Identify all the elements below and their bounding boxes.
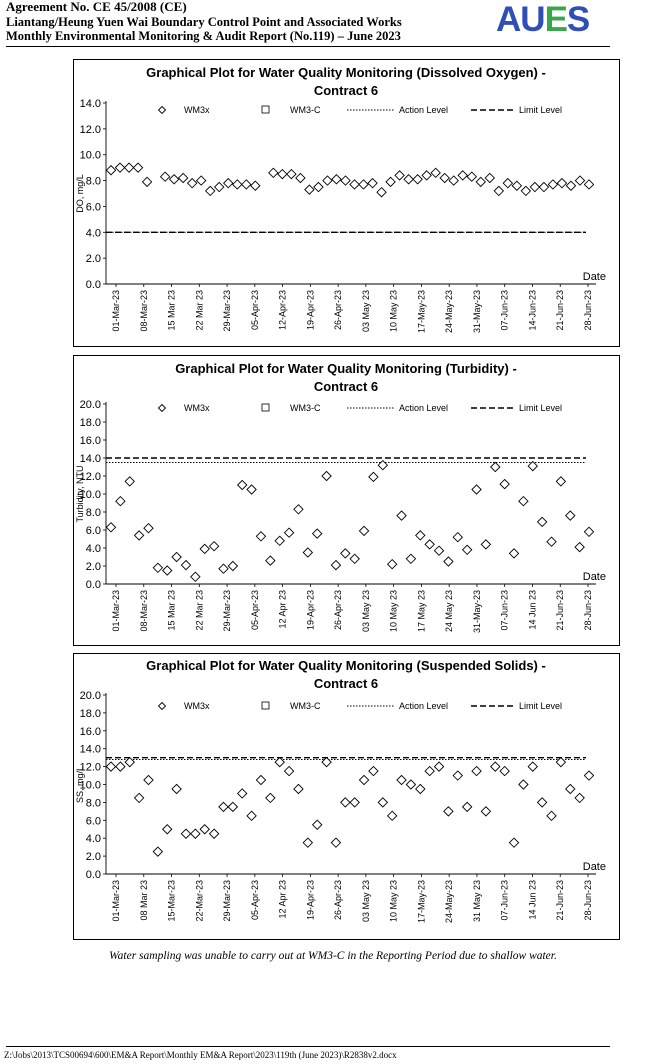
data-point-wm3x (519, 780, 528, 789)
legend-label-wm3x: WM3x (184, 105, 210, 115)
y-tick-label: 6.0 (85, 815, 101, 828)
x-tick-label: 01-Mar-23 (111, 290, 121, 332)
x-tick-label: 01-Mar-23 (111, 880, 121, 922)
y-tick-label: 0.0 (85, 869, 101, 881)
data-point-wm3x (378, 461, 387, 470)
data-point-wm3x (397, 511, 406, 520)
data-point-wm3x (287, 170, 296, 179)
data-point-wm3x (266, 556, 275, 565)
x-tick-label: 12 Apr 23 (277, 590, 288, 629)
data-point-wm3x (303, 548, 312, 557)
data-point-wm3x (434, 546, 443, 555)
data-point-wm3x (133, 163, 142, 172)
sampling-note: Water sampling was unable to carry out at WM3-C in the Reporting Period due to shallow water. (109, 950, 557, 962)
x-axis-label: Date (582, 571, 606, 583)
y-tick-label: 8.0 (85, 507, 101, 519)
legend-marker-wm3c (262, 106, 269, 113)
data-point-wm3x (135, 531, 144, 540)
y-tick-label: 12.0 (79, 761, 101, 774)
legend-marker-wm3x (159, 107, 166, 114)
data-point-wm3x (153, 847, 162, 856)
y-tick-label: 12.0 (79, 471, 101, 483)
data-point-wm3x (341, 798, 350, 807)
x-tick-label: 24-May-23 (444, 290, 455, 334)
legend-marker-wm3c (262, 404, 269, 411)
report-header (6, 0, 436, 44)
data-point-wm3x (467, 172, 476, 181)
x-tick-label: 21-Jun-23 (555, 290, 566, 331)
legend-label-action: Action Level (399, 403, 449, 413)
x-tick-label: 22-Mar-23 (194, 880, 205, 922)
y-tick-label: 10.0 (79, 779, 101, 792)
data-point-wm3x (115, 163, 124, 172)
data-point-wm3x (584, 180, 593, 189)
data-point-wm3x (200, 544, 209, 553)
data-point-wm3x (476, 177, 485, 186)
y-tick-label: 2.0 (85, 851, 101, 864)
data-point-wm3x (224, 179, 233, 188)
data-point-wm3x (247, 485, 256, 494)
data-point-wm3x (256, 532, 265, 541)
y-tick-label: 2.0 (85, 253, 101, 266)
x-tick-label: 03 May 23 (360, 880, 371, 923)
y-tick-label: 0.0 (85, 279, 101, 291)
x-axis-label: Date (582, 861, 606, 873)
data-point-wm3x (322, 758, 331, 767)
data-point-wm3x (313, 529, 322, 538)
data-point-wm3x (359, 775, 368, 784)
data-point-wm3x (440, 173, 449, 182)
data-point-wm3x (350, 180, 359, 189)
y-tick-label: 8.0 (85, 797, 101, 810)
data-point-wm3x (233, 180, 242, 189)
logo-letter: E (544, 0, 567, 39)
data-point-wm3x (431, 168, 440, 177)
x-tick-label: 05-Apr-23 (249, 880, 260, 921)
x-tick-label: 08-Mar-23 (138, 290, 149, 332)
logo-letter: A (496, 0, 521, 39)
data-point-wm3x (503, 179, 512, 188)
legend-label-limit: Limit Level (519, 701, 563, 711)
data-point-wm3x (238, 480, 247, 489)
data-point-wm3x (444, 557, 453, 566)
chart-title-line2: Contract 6 (313, 83, 379, 98)
legend-label-action: Action Level (399, 701, 449, 711)
chart-title-line2: Contract 6 (313, 676, 379, 691)
footer-rule (6, 1046, 610, 1047)
y-tick-label: 4.0 (85, 543, 101, 555)
data-point-wm3x (219, 564, 228, 573)
data-point-wm3x (425, 540, 434, 549)
data-point-wm3x (181, 829, 190, 838)
data-point-wm3x (144, 775, 153, 784)
data-point-wm3x (331, 838, 340, 847)
x-tick-label: 17-May-23 (416, 290, 427, 334)
data-point-wm3x (181, 561, 190, 570)
x-tick-label: 29-Mar-23 (222, 290, 233, 332)
data-point-wm3x (161, 172, 170, 181)
data-point-wm3x (294, 784, 303, 793)
data-point-wm3x (386, 177, 395, 186)
data-point-wm3x (116, 762, 125, 771)
header-rule (6, 46, 610, 47)
data-point-wm3x (491, 762, 500, 771)
x-tick-label: 12-Apr-23 (277, 290, 288, 331)
chart-panel-ss (73, 653, 620, 940)
data-point-wm3x (124, 163, 133, 172)
data-point-wm3x (359, 180, 368, 189)
data-point-wm3x (322, 471, 331, 480)
data-point-wm3x (521, 186, 530, 195)
data-point-wm3x (188, 179, 197, 188)
chart-dissolved-oxygen (74, 60, 619, 346)
x-tick-label: 28-Jun-23 (583, 590, 593, 631)
data-point-wm3x (472, 766, 481, 775)
x-tick-label: 31-May-23 (471, 290, 482, 334)
x-tick-label: 07-Jun-23 (499, 590, 510, 631)
data-point-wm3x (453, 771, 462, 780)
data-point-wm3x (163, 566, 172, 575)
data-point-wm3x (444, 807, 453, 816)
x-tick-label: 22 Mar 23 (194, 290, 205, 331)
x-tick-label: 17 May 23 (416, 590, 427, 633)
y-tick-label: 4.0 (85, 833, 101, 846)
data-point-wm3x (378, 798, 387, 807)
aues-logo (496, 2, 589, 38)
data-point-wm3x (153, 563, 162, 572)
data-point-wm3x (388, 560, 397, 569)
y-tick-label: 20.0 (79, 690, 101, 702)
data-point-wm3x (397, 775, 406, 784)
data-point-wm3x (125, 477, 134, 486)
data-point-wm3x (500, 766, 509, 775)
x-tick-label: 26-Apr-23 (333, 590, 344, 631)
data-point-wm3x (491, 462, 500, 471)
x-tick-label: 14 Jun 23 (527, 590, 538, 630)
data-point-wm3x (416, 784, 425, 793)
data-point-wm3x (481, 807, 490, 816)
legend-label-limit: Limit Level (519, 105, 563, 115)
data-point-wm3x (556, 477, 565, 486)
data-point-wm3x (485, 173, 494, 182)
data-point-wm3x (406, 780, 415, 789)
data-point-wm3x (519, 497, 528, 506)
x-tick-label: 10 May 23 (388, 590, 399, 633)
y-tick-label: 12.0 (79, 123, 101, 136)
data-point-wm3x (434, 762, 443, 771)
data-point-wm3x (556, 758, 565, 767)
x-tick-label: 24-May-23 (444, 880, 455, 924)
project-title: Liantang/Heung Yuen Wai Boundary Control Point and Associated Works (6, 14, 402, 29)
x-tick-label: 10 May 23 (388, 880, 399, 923)
data-point-wm3x (341, 549, 350, 558)
data-point-wm3x (472, 485, 481, 494)
y-tick-label: 0.0 (85, 579, 101, 591)
data-point-wm3x (135, 793, 144, 802)
x-tick-label: 17-May-23 (416, 880, 427, 924)
data-point-wm3x (331, 561, 340, 570)
file-path-footer: Z:\Jobs\2013\TCS00694\600\EM&A Report\Monthly EM&A Report\2023\119th (June 2023)\R2838v2.docx (4, 1050, 397, 1060)
data-point-wm3x (163, 825, 172, 834)
logo-letter: U (520, 0, 545, 39)
data-point-wm3x (275, 536, 284, 545)
x-tick-label: 10 May 23 (388, 290, 399, 333)
legend-marker-wm3x (159, 405, 166, 412)
data-point-wm3x (369, 472, 378, 481)
y-tick-label: 6.0 (85, 525, 101, 537)
data-point-wm3x (575, 543, 584, 552)
data-point-wm3x (413, 175, 422, 184)
x-tick-label: 05-Apr-23 (249, 290, 260, 331)
data-point-wm3x (584, 527, 593, 536)
x-tick-label: 21-Jun-23 (555, 590, 566, 631)
data-point-wm3x (294, 505, 303, 514)
chart-title: Graphical Plot for Water Quality Monitoring (Suspended Solids) - (146, 658, 546, 673)
y-axis-label: DO, mg/L (75, 174, 85, 213)
data-point-wm3x (197, 176, 206, 185)
legend-marker-wm3c (262, 702, 269, 709)
data-point-wm3x (228, 802, 237, 811)
x-tick-label: 01-Mar-23 (111, 590, 121, 632)
data-point-wm3x (547, 811, 556, 820)
y-tick-label: 2.0 (85, 561, 101, 573)
data-point-wm3x (395, 171, 404, 180)
data-point-wm3x (509, 838, 518, 847)
data-point-wm3x (377, 188, 386, 197)
data-point-wm3x (172, 784, 181, 793)
data-point-wm3x (538, 798, 547, 807)
chart-title: Graphical Plot for Water Quality Monitoring (Turbidity) - (175, 361, 517, 376)
data-point-wm3x (566, 181, 575, 190)
data-point-wm3x (566, 511, 575, 520)
x-tick-label: 08 Mar 23 (138, 880, 149, 921)
x-tick-label: 21-Jun-23 (555, 880, 566, 921)
data-point-wm3x (106, 523, 115, 532)
data-point-wm3x (323, 176, 332, 185)
data-point-wm3x (170, 175, 179, 184)
y-tick-label: 18.0 (79, 707, 101, 720)
x-tick-label: 28-Jun-23 (583, 880, 593, 921)
data-point-wm3x (463, 545, 472, 554)
x-tick-label: 14 Jun 23 (527, 880, 538, 920)
data-point-wm3x (256, 775, 265, 784)
x-tick-label: 19-Apr-23 (305, 590, 316, 631)
data-point-wm3x (566, 784, 575, 793)
data-point-wm3x (350, 554, 359, 563)
legend-label-limit: Limit Level (519, 403, 563, 413)
data-point-wm3x (350, 798, 359, 807)
data-point-wm3x (209, 829, 218, 838)
data-point-wm3x (247, 811, 256, 820)
y-axis-label: Turbidity, NTU (75, 465, 85, 523)
chart-title: Graphical Plot for Water Quality Monitoring (Dissolved Oxygen) - (146, 65, 546, 80)
data-point-wm3x (422, 171, 431, 180)
data-point-wm3x (215, 182, 224, 191)
x-tick-label: 15 Mar 23 (166, 590, 177, 631)
y-tick-label: 16.0 (79, 435, 101, 447)
data-point-wm3x (449, 176, 458, 185)
data-point-wm3x (404, 175, 413, 184)
x-tick-label: 26-Apr-23 (333, 290, 344, 331)
x-tick-label: 07-Jun-23 (499, 290, 510, 331)
x-tick-label: 08-Mar-23 (138, 590, 149, 632)
data-point-wm3x (539, 182, 548, 191)
y-tick-label: 14.0 (79, 98, 101, 110)
x-tick-label: 29-Mar-23 (222, 880, 233, 922)
x-tick-label: 03 May 23 (360, 290, 371, 333)
data-point-wm3x (200, 825, 209, 834)
data-point-wm3x (500, 480, 509, 489)
y-tick-label: 10.0 (79, 489, 101, 501)
x-tick-label: 19-Apr-23 (305, 290, 316, 331)
data-point-wm3x (144, 524, 153, 533)
y-tick-label: 14.0 (79, 453, 101, 465)
data-point-wm3x (416, 531, 425, 540)
data-point-wm3x (314, 182, 323, 191)
data-point-wm3x (458, 171, 467, 180)
data-point-wm3x (266, 793, 275, 802)
data-point-wm3x (406, 554, 415, 563)
x-tick-label: 03 May 23 (360, 590, 371, 633)
y-tick-label: 16.0 (79, 725, 101, 738)
x-tick-label: 26-Apr-23 (333, 880, 344, 921)
data-point-wm3x (303, 838, 312, 847)
x-tick-label: 07-Jun-23 (499, 880, 510, 921)
data-point-wm3x (538, 517, 547, 526)
data-point-wm3x (125, 758, 134, 767)
x-tick-label: 19-Apr-23 (305, 880, 316, 921)
y-axis-label: SS, mg/L (75, 765, 85, 804)
legend-label-wm3c: WM3-C (290, 105, 321, 115)
data-point-wm3x (425, 766, 434, 775)
data-point-wm3x (557, 179, 566, 188)
legend-label-wm3c: WM3-C (290, 701, 321, 711)
legend-label-action: Action Level (399, 105, 449, 115)
y-tick-label: 4.0 (85, 227, 101, 240)
data-point-wm3x (368, 179, 377, 188)
report-title: Monthly Environmental Monitoring & Audit Report (No.119) – June 2023 (6, 29, 401, 43)
x-axis-label: Date (582, 271, 606, 283)
chart-turbidity (74, 356, 619, 645)
chart-title-line2: Contract 6 (313, 379, 379, 394)
data-point-wm3x (332, 175, 341, 184)
chart-panel-do (73, 59, 620, 347)
x-tick-label: 24 May 23 (444, 590, 455, 633)
data-point-wm3x (584, 771, 593, 780)
data-point-wm3x (284, 766, 293, 775)
x-tick-label: 29-Mar-23 (222, 590, 233, 632)
x-tick-label: 15-Mar-23 (166, 880, 177, 922)
data-point-wm3x (142, 177, 151, 186)
legend-label-wm3x: WM3x (184, 403, 210, 413)
data-point-wm3x (191, 572, 200, 581)
x-tick-label: 12 Apr 23 (277, 880, 288, 919)
data-point-wm3x (106, 166, 115, 175)
x-tick-label: 31 May 23 (471, 880, 482, 923)
data-point-wm3x (547, 537, 556, 546)
x-tick-label: 28-Jun-23 (583, 290, 593, 331)
data-point-wm3x (359, 526, 368, 535)
data-point-wm3x (191, 829, 200, 838)
data-point-wm3x (238, 789, 247, 798)
data-point-wm3x (284, 528, 293, 537)
data-point-wm3x (172, 552, 181, 561)
y-tick-label: 14.0 (79, 743, 101, 756)
data-point-wm3x (481, 540, 490, 549)
legend-label-wm3c: WM3-C (290, 403, 321, 413)
data-point-wm3x (269, 168, 278, 177)
data-point-wm3x (369, 766, 378, 775)
data-point-wm3x (509, 549, 518, 558)
data-point-wm3x (463, 802, 472, 811)
data-point-wm3x (341, 176, 350, 185)
x-tick-label: 14-Jun-23 (527, 290, 538, 331)
y-tick-label: 20.0 (79, 399, 101, 411)
legend-label-wm3x: WM3x (184, 701, 210, 711)
y-tick-label: 18.0 (79, 417, 101, 429)
data-point-wm3x (106, 762, 115, 771)
x-tick-label: 05-Apr-23 (249, 590, 260, 631)
data-point-wm3x (206, 186, 215, 195)
data-point-wm3x (313, 820, 322, 829)
data-point-wm3x (228, 561, 237, 570)
data-point-wm3x (242, 180, 251, 189)
x-tick-label: 31-May-23 (471, 590, 482, 634)
x-tick-label: 22 Mar 23 (194, 590, 205, 631)
data-point-wm3x (275, 758, 284, 767)
data-point-wm3x (548, 180, 557, 189)
data-point-wm3x (575, 793, 584, 802)
agreement-number: Agreement No. CE 45/2008 (CE) (6, 0, 187, 14)
data-point-wm3x (278, 170, 287, 179)
chart-panel-turbidity (73, 355, 620, 646)
data-point-wm3x (296, 173, 305, 182)
data-point-wm3x (116, 497, 125, 506)
data-point-wm3x (179, 173, 188, 182)
data-point-wm3x (575, 176, 584, 185)
data-point-wm3x (388, 811, 397, 820)
data-point-wm3x (209, 542, 218, 551)
y-tick-label: 6.0 (85, 201, 101, 214)
chart-suspended-solids (74, 654, 619, 939)
x-tick-label: 15 Mar 23 (166, 290, 177, 331)
data-point-wm3x (251, 181, 260, 190)
data-point-wm3x (494, 186, 503, 195)
logo-letter: S (566, 0, 590, 39)
data-point-wm3x (528, 762, 537, 771)
data-point-wm3x (219, 802, 228, 811)
y-tick-label: 8.0 (85, 175, 101, 188)
y-tick-label: 10.0 (79, 149, 101, 162)
data-point-wm3x (530, 182, 539, 191)
data-point-wm3x (453, 533, 462, 542)
data-point-wm3x (512, 181, 521, 190)
data-point-wm3x (305, 185, 314, 194)
legend-marker-wm3x (159, 703, 166, 710)
